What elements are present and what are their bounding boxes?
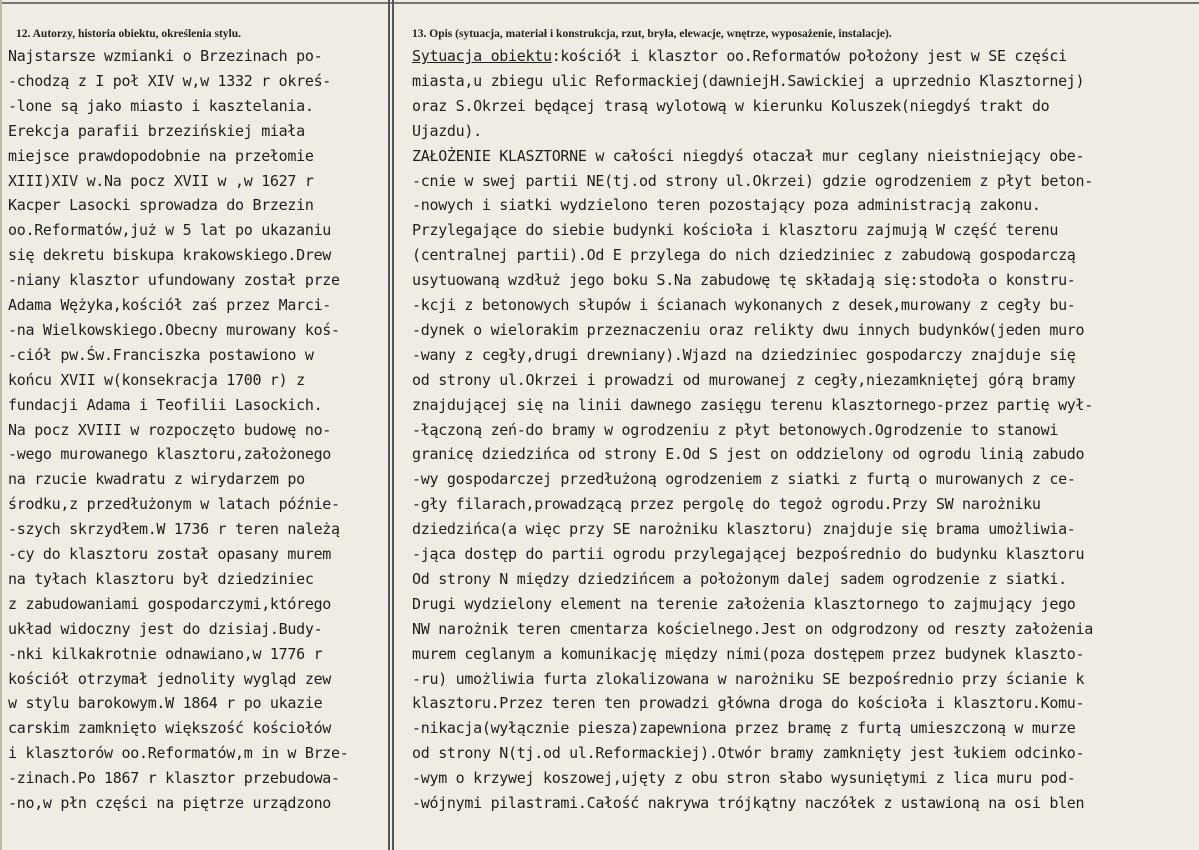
- description-line: od strony N(tj.od ul.Reformackiej).Otwór bramy zamknięty jest łukiem odcinko-: [412, 744, 1085, 763]
- description-line: Drugi wydzielony element na terenie założenia klasztornego to zajmujący jego: [412, 594, 1076, 613]
- history-line: carskim zamknięto większość kościołów: [8, 719, 332, 738]
- description-line: ZAŁOŻENIE KLASZTORNE w całości niegdyś otaczał mur ceglany nieistniejący obe-: [412, 146, 1085, 165]
- history-line: Najstarsze wzmianki o Brzezinach po-: [8, 47, 323, 65]
- history-line: -nki kilkakrotnie odnawiano,w 1776 r: [8, 644, 323, 663]
- history-line: -zinach.Po 1867 r klasztor przebudowa-: [8, 769, 340, 788]
- description-line: usytuowaną wzdłuż jego boku S.Na zabudowę tę składają się:stodoła o konstru-: [412, 271, 1076, 290]
- description-line: [412, 44, 1199, 68]
- history-line: środku,z przedłużonym w latach późnie-: [8, 495, 340, 514]
- history-line: układ widoczny jest do dzisiaj.Budy-: [8, 619, 323, 638]
- description-line: granicę dziedzińca od strony E.Od S jest on oddzielony od ogrodu linią zabudo: [412, 445, 1085, 464]
- history-line: -no,w płn części na piętrze urządzono: [8, 794, 332, 812]
- description-line: -ru) umożliwia furta zlokalizowana w narożniku SE bezpośrednio przy ścianie k: [412, 669, 1085, 688]
- section-12-header: 12. Autorzy, historia obiektu, określenia stylu.: [16, 28, 242, 40]
- history-line: -szych skrzydłem.W 1736 r teren należą: [8, 520, 340, 539]
- history-line: Na pocz XVIII w rozpoczęto budowę no-: [8, 420, 332, 439]
- history-line: na tyłach klasztoru był dziedziniec: [8, 569, 314, 588]
- history-line: -wego murowanego klasztoru,założonego: [8, 445, 332, 464]
- history-line: Erekcja parafii brzezińskiej miała: [8, 121, 305, 140]
- description-line: -dynek o wielorakim przeznaczeniu oraz relikty dwu innych budynków(jeden muro: [412, 320, 1085, 339]
- description-line: oraz S.Okrzei będącej trasą wylotową w kierunku Koluszek(niegdyś trakt do: [412, 96, 1050, 115]
- history-line: kościół otrzymał jednolity wygląd zew: [8, 669, 332, 688]
- description-line: (centralnej partii).Od E przylega do nich dziedziniec z zabudową gospodarczą: [412, 246, 1076, 265]
- history-line: z zabudowaniami gospodarczymi,którego: [8, 594, 332, 613]
- description-line: -wójnymi pilastrami.Całość nakrywa trójkątny naczółek z ustawioną na osi blen: [412, 794, 1085, 812]
- history-line: Kacper Lasocki sprowadza do Brzezin: [8, 196, 314, 215]
- history-line: na rzucie kwadratu z wirydarzem po: [8, 470, 305, 489]
- description-line: -wany z cegły,drugi drewniany).Wjazd na dziedziniec gospodarczy znajduje się: [412, 345, 1076, 364]
- situation-text: :kościół i klasztor oo.Reformatów położony jest w SE części: [551, 47, 1067, 65]
- history-line: XIII)XIV w.Na pocz XVII w ,w 1627 r: [8, 171, 314, 190]
- history-line: -niany klasztor ufundowany został prze: [8, 271, 340, 290]
- column-divider-right: [392, 0, 394, 850]
- history-line: się dekretu biskupa krakowskiego.Drew: [8, 246, 332, 265]
- history-line: fundacji Adama i Teofilii Lasockich.: [8, 395, 323, 414]
- history-line: w stylu barokowym.W 1864 r po ukazie: [8, 694, 323, 713]
- description-line: -wym o krzywej koszowej,ujęty z obu stron słabo wysuniętymi z lica muru pod-: [412, 769, 1076, 788]
- description-line: Przylegające do siebie budynki kościoła i klasztoru zajmują W część terenu: [412, 221, 1059, 240]
- history-line: -ciół pw.Św.Franciszka postawiono w: [8, 345, 314, 364]
- history-line: Adama Wężyka,kościół zaś przez Marci-: [8, 296, 332, 314]
- history-line: miejsce prawdopodobnie na przełomie: [8, 146, 314, 165]
- description-line: -nikacja(wyłącznie piesza)zapewniona przez bramę z furtą umieszczoną w murze: [412, 719, 1076, 738]
- description-line: -cnie w swej partii NE(tj.od strony ul.Okrzei) gdzie ogrodzeniem z płyt beton-: [412, 171, 1094, 190]
- description-line: od strony ul.Okrzei i prowadzi od murowanej z cegły,niezamkniętej górą bramy: [412, 370, 1076, 389]
- history-line: i klasztorów oo.Reformatów,m in w Brze-: [8, 744, 349, 763]
- description-line: -kcji z betonowych słupów i ścianach wykonanych z desek,murowany z cegły bu-: [412, 296, 1076, 314]
- history-line: oo.Reformatów,już w 5 lat po ukazaniu: [8, 221, 332, 240]
- description-line: -gły filarach,prowadzącą przez pergolę do tegoż ogrodu.Przy SW narożniku: [412, 495, 1041, 514]
- description-line: -wy gospodarczej przedłużoną ogrodzeniem z siatki z furtą o murowanych z ce-: [412, 470, 1076, 489]
- history-line: -cy do klasztoru został opasany murem: [8, 545, 332, 563]
- section-13-header: 13. Opis (sytuacja, materiał i konstrukcja, rzut, bryła, elewacje, wnętrze, wyposażenie, instalacje).: [412, 28, 892, 40]
- top-rule: [2, 2, 1199, 4]
- description-line: Ujazdu).: [412, 121, 482, 140]
- situation-label: Sytuacja obiektu: [412, 47, 552, 65]
- history-line: -lone są jako miasto i kasztelania.: [8, 96, 314, 115]
- description-line: -łączoną zeń-do bramy w ogrodzeniu z płyt betonowych.Ogrodzenie to stanowi: [412, 420, 1059, 439]
- history-line: końcu XVII w(konsekracja 1700 r) z: [8, 370, 305, 389]
- description-line: -jąca dostęp do partii ogrodu przylegającej bezpośrednio do budynku klasztoru: [412, 545, 1085, 563]
- description-line: NW narożnik teren cmentarza kościelnego.Jest on odgrodzony od reszty założenia: [412, 619, 1094, 638]
- history-line: -na Wielkowskiego.Obecny murowany koś-: [8, 320, 340, 339]
- description-line: -nowych i siatki wydzielono teren pozostający poza administracją zakonu.: [412, 196, 1041, 215]
- description-line: murem ceglanym a komunikację między nimi(poza dostępem przez budynek klaszto-: [412, 644, 1085, 663]
- description-line: klasztoru.Przez teren ten prowadzi główna droga do kościoła i klasztoru.Komu-: [412, 694, 1085, 713]
- description-line: znajdującej się na linii dawnego zasięgu terenu klasztornego-przez partię wył-: [412, 395, 1094, 414]
- description-line: miasta,u zbiegu ulic Reformackiej(dawniejH.Sawickiej a uprzednio Klasztornej): [412, 71, 1085, 90]
- description-line: Od strony N między dziedzińcem a położonym dalej sadem ogrodzenie z siatki.: [412, 569, 1067, 588]
- description-line: dziedzińca(a więc przy SE narożniku klasztoru) znajduje się brama umożliwia-: [412, 520, 1076, 539]
- history-line: -chodzą z I poł XIV w,w 1332 r okreś-: [8, 71, 332, 90]
